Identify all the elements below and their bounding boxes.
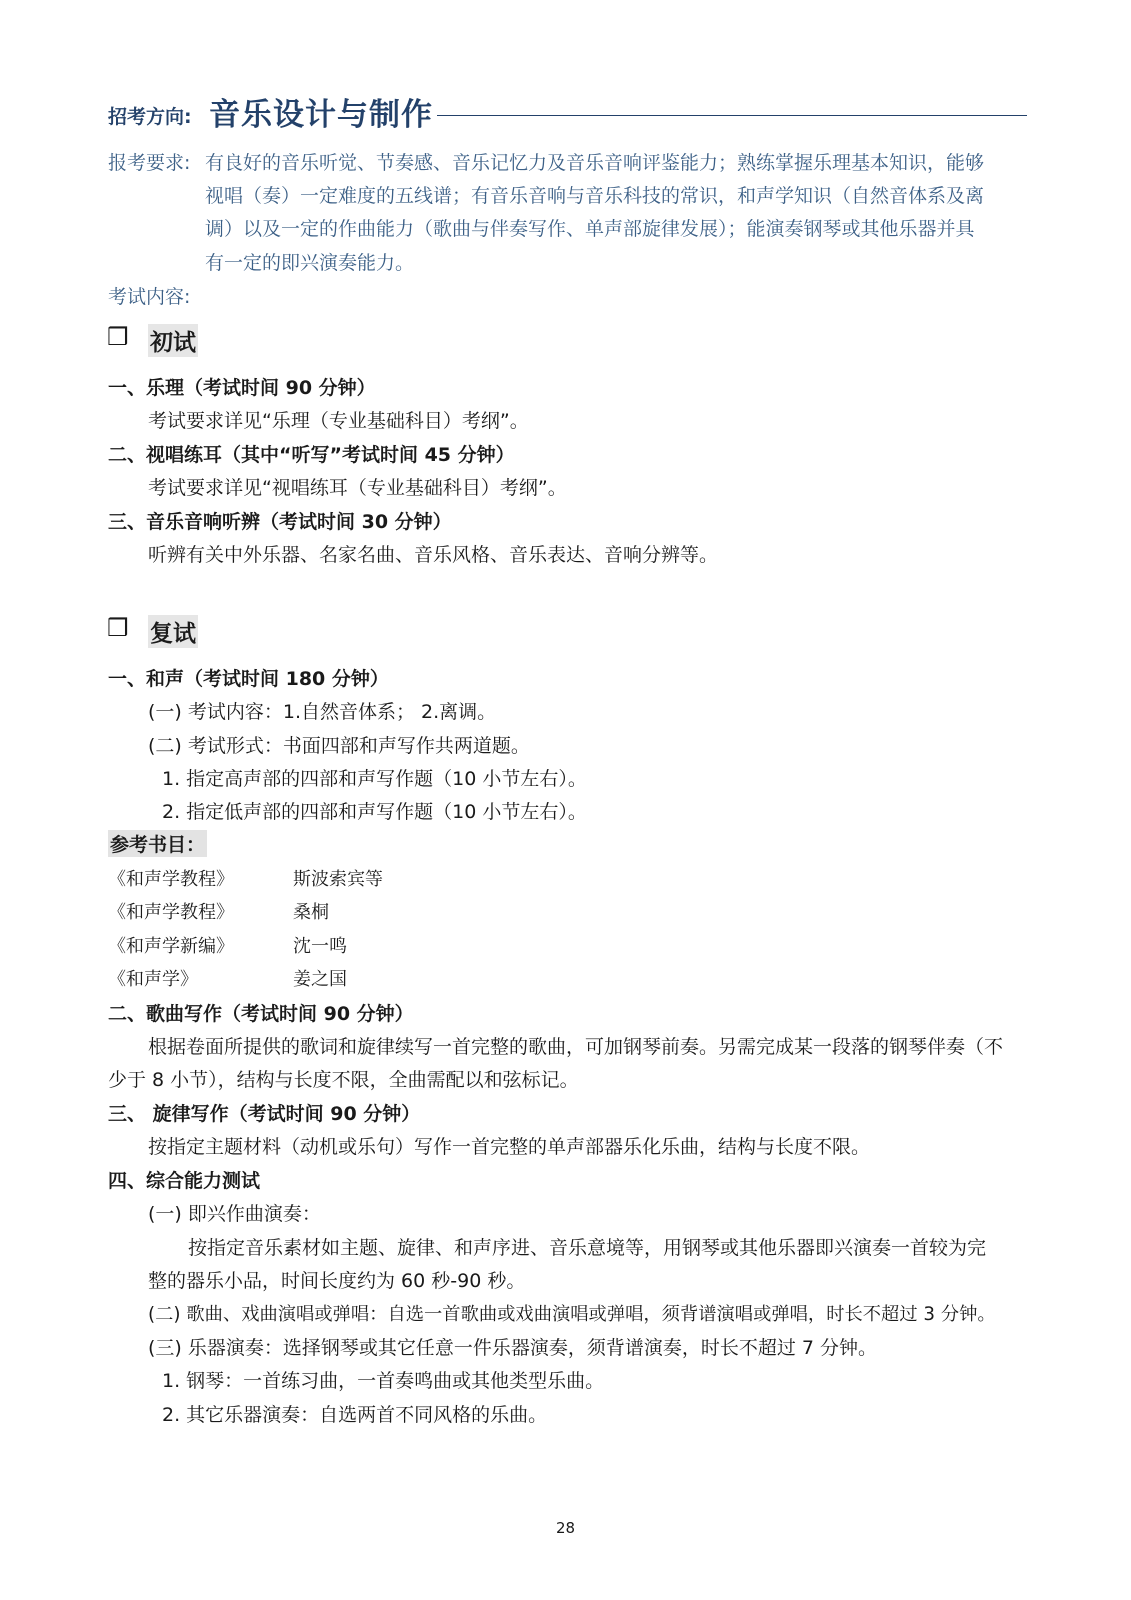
direction-label: 招考方向: [108,106,192,128]
subject-heading: 二、视唱练耳（其中“听写”考试时间 45 分钟） [108,444,515,466]
subject-heading: 三、音乐音响听辨（考试时间 30 分钟） [108,511,452,533]
song-line: 根据卷面所提供的歌词和旋律续写一首完整的歌曲，可加钢琴前奏。另需完成某一段落的钢琴伴奏（不 [148,1036,1004,1058]
requirements-line: 视唱（奏）一定难度的五线谱；有音乐音响与音乐科技的常识，和声学知识（自然音体系及离 [205,185,985,207]
subject-heading: 三、 旋律写作（考试时间 90 分钟） [108,1103,421,1125]
requirements-label: 报考要求: [108,152,191,174]
melody-text: 按指定主题材料（动机或乐句）写作一首完整的单声部器乐化乐曲，结构与长度不限。 [148,1136,871,1158]
comprehensive-line: (三) 乐器演奏：选择钢琴或其它任意一件乐器演奏，须背谱演奏，时长不超过 7 分钟。 [148,1337,878,1359]
title-underline [437,115,1027,116]
subject-heading: 四、综合能力测试 [108,1170,261,1192]
comprehensive-line: (二) 歌曲、戏曲演唱或弹唱：自选一首歌曲或戏曲演唱或弹唱，须背谱演唱或弹唱，时长不超过 3 分钟。 [148,1304,996,1325]
harmony-line: 1. 指定高声部的四部和声写作题（10 小节左右）。 [162,768,587,790]
section-title-prelim: 初试 [148,324,198,357]
comprehensive-line: (一) 即兴作曲演奏： [148,1203,321,1225]
requirements-line: 有一定的即兴演奏能力。 [205,252,415,274]
checkbox-icon: ❒ [107,323,129,351]
subject-text: 考试要求详见“视唱练耳（专业基础科目）考纲”。 [148,477,567,499]
section-title-retest: 复试 [148,615,198,648]
page-number: 28 [555,1519,576,1537]
checkbox-icon: ❒ [107,614,129,642]
subject-heading: 二、歌曲写作（考试时间 90 分钟） [108,1003,414,1025]
harmony-line: 2. 指定低声部的四部和声写作题（10 小节左右）。 [162,801,587,823]
reference-books-label: 参考书目： [108,830,207,857]
book-title: 《和声学》 [108,969,198,990]
requirements-line: 调）以及一定的作曲能力（歌曲与伴奏写作、单声部旋律发展）；能演奏钢琴或其他乐器并具 [205,218,975,240]
harmony-line: (二) 考试形式：书面四部和声写作共两道题。 [148,735,530,757]
harmony-line: (一) 考试内容：1.自然音体系； 2.离调。 [148,701,497,723]
book-title: 《和声学新编》 [108,936,234,957]
song-line: 少于 8 小节），结构与长度不限，全曲需配以和弦标记。 [108,1069,579,1091]
subject-text: 听辨有关中外乐器、名家名曲、音乐风格、音乐表达、音响分辨等。 [148,544,719,566]
subject-heading: 一、乐理（考试时间 90 分钟） [108,377,376,399]
subject-heading: 一、和声（考试时间 180 分钟） [108,668,389,690]
book-author: 姜之国 [293,969,347,990]
book-author: 斯波索宾等 [293,869,383,890]
subject-text: 考试要求详见“乐理（专业基础科目）考纲”。 [148,410,529,432]
comprehensive-line: 2. 其它乐器演奏：自选两首不同风格的乐曲。 [162,1404,548,1426]
book-title: 《和声学教程》 [108,902,234,923]
comprehensive-line: 整的器乐小品，时间长度约为 60 秒-90 秒。 [148,1270,526,1292]
book-author: 沈一鸣 [293,936,347,957]
book-title: 《和声学教程》 [108,869,234,890]
exam-content-label: 考试内容: [108,286,191,308]
book-author: 桑桐 [293,902,329,923]
page-title: 音乐设计与制作 [209,97,433,133]
requirements-line: 有良好的音乐听觉、节奏感、音乐记忆力及音乐音响评鉴能力；熟练掌握乐理基本知识，能够 [205,152,985,174]
comprehensive-line: 按指定音乐素材如主题、旋律、和声序进、音乐意境等，用钢琴或其他乐器即兴演奏一首较为完 [188,1237,987,1259]
comprehensive-line: 1. 钢琴：一首练习曲，一首奏鸣曲或其他类型乐曲。 [162,1370,605,1392]
